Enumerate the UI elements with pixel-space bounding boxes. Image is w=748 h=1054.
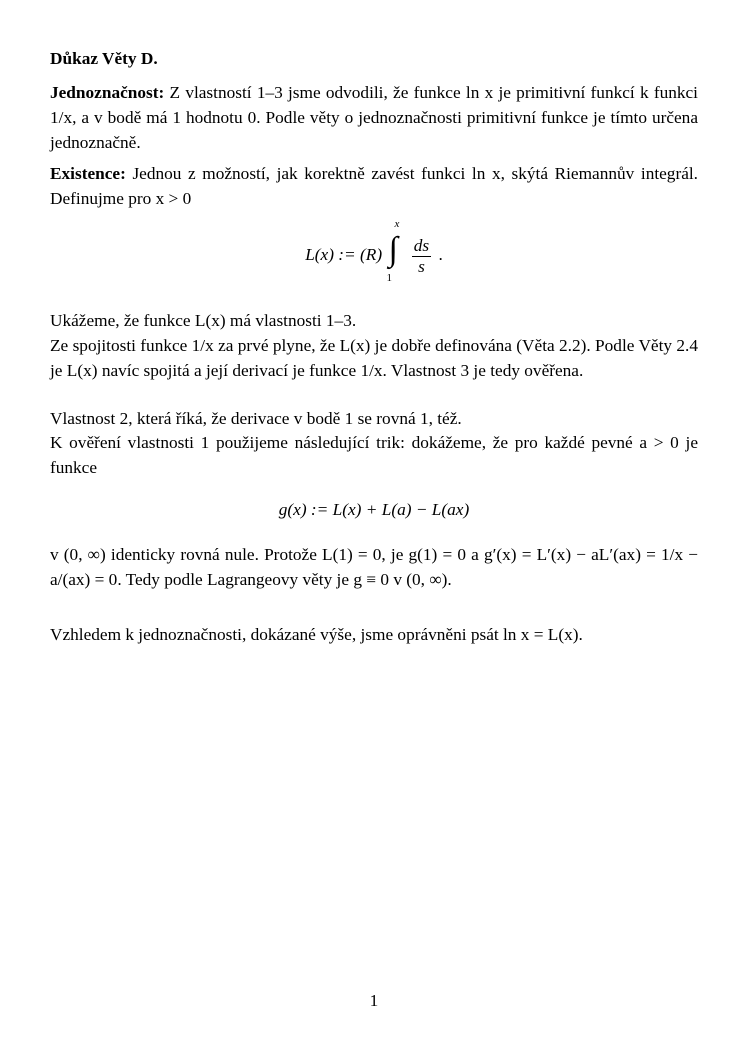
uniqueness-label: Jednoznačnost: [50,83,165,102]
integral-definition [50,218,698,286]
uniqueness-paragraph [50,80,698,155]
uniqueness-text: Z vlastností 1–3 jsme odvodili, že funkce ln x je primitivní funkcí k funkci 1/x, a v bodě má 1 hodnotu 0. Podle věty o jednoznačnosti primitivní funkce je tímto určena jednoznačně. [50,83,698,152]
after-g-paragraph: v (0, ∞) identicky rovná nule. Protože L(1) = 0, je g(1) = 0 a g′(x) = L′(x) − aL′(ax) = 1/x − a/(ax) = 0. Tedy podle Lagrangeovy věty je g ≡ 0 v (0, ∞). [50,545,698,589]
fraction-numerator: ds [413,235,430,255]
existence-paragraph [50,161,698,211]
proof-title: Důkaz Věty D. [50,49,158,68]
integral-sign: x ∫ 1 [386,218,400,284]
integral-lower-limit: 1 [386,272,392,284]
fraction-ds-over-s [412,236,431,277]
line-4: K ověření vlastnosti 1 použijeme následující trik: dokážeme, že pro každé pevné a > 0 je funkce [50,433,698,477]
integral-upper-limit: x [394,218,400,230]
page-number: 1 [369,991,379,1010]
line-3: Vlastnost 2, která říká, že derivace v bodě 1 se rovná 1, též. [50,409,462,428]
line-2: Ze spojitosti funkce 1/x za prvé plyne, že L(x) je dobře definována (Věta 2.2). Podle Věty 2.4 je L(x) navíc spojitá a její derivací je funkce 1/x. Vlastnost 3 je tedy ověřena. [50,336,698,380]
g-definition: g(x) := L(x) + L(a) − L(ax) [278,500,470,519]
eq1-end: . [438,244,443,264]
existence-label: Existence: [50,164,126,183]
eq1-lhs: L(x) := (R) [305,244,383,264]
fraction-denominator: s [418,256,425,276]
conclusion-paragraph: Vzhledem k jednoznačnosti, dokázané výše, jsme oprávněni psát ln x = L(x). [50,625,583,644]
existence-text: Jednou z možností, jak korektně zavést funkci ln x, skýtá Riemannův integrál. Definujme pro x > 0 [50,164,698,208]
line-1: Ukážeme, že funkce L(x) má vlastnosti 1–3. [50,311,357,330]
